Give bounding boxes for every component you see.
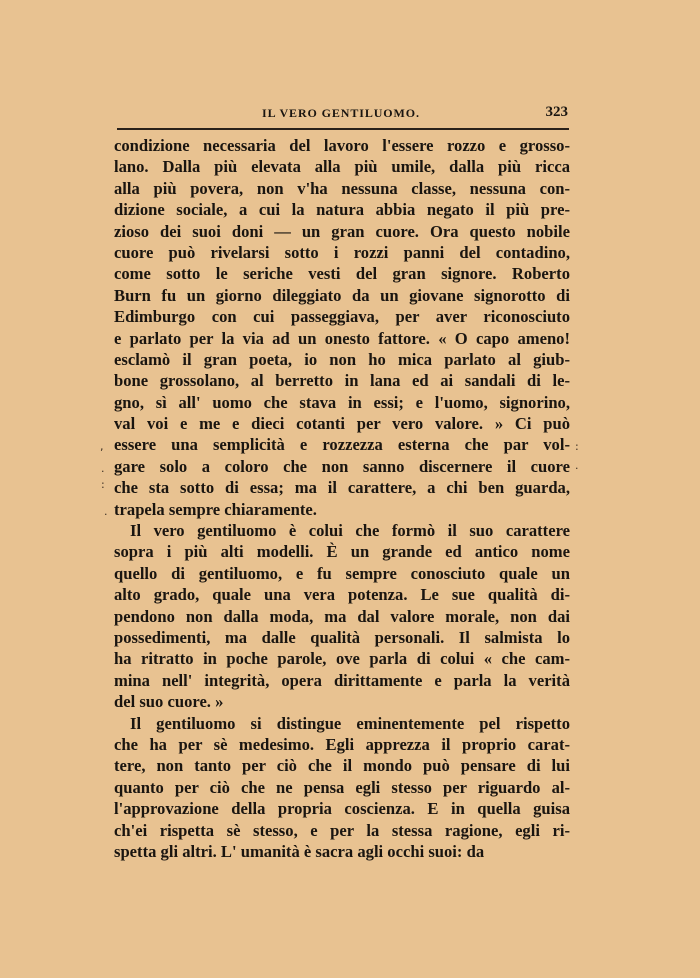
- margin-speck: ,: [100, 440, 104, 453]
- text-line: Burn fu un giorno dileggiato da un giovane signorotto di: [114, 285, 570, 305]
- text-line: val voi e me e dieci cotanti per vero valore. » Ci può: [114, 414, 570, 434]
- text-line: zioso dei suoi doni — un gran cuore. Ora questo nobile: [114, 221, 570, 241]
- text-line: che ha per sè medesimo. Egli apprezza il proprio carat-: [114, 734, 570, 754]
- text-line: quello di gentiluomo, e fu sempre conosciuto quale un: [114, 563, 570, 583]
- text-line: ha ritratto in poche parole, ove parla di colui « che cam-: [114, 649, 570, 669]
- header-rule: [117, 128, 569, 130]
- margin-speck: .: [101, 462, 105, 475]
- text-line: Il vero gentiluomo è colui che formò il suo carattere: [130, 521, 570, 541]
- text-line: trapela sempre chiaramente.: [114, 499, 317, 519]
- text-line: ch'ei rispetta sè stesso, e per la stessa ragione, egli ri-: [114, 820, 570, 840]
- text-line: gare solo a coloro che non sanno discernere il cuore: [114, 456, 570, 476]
- margin-speck: :: [575, 440, 579, 453]
- margin-speck: :: [101, 478, 105, 491]
- text-line: e parlato per la via ad un onesto fattore. « O capo ameno!: [114, 328, 570, 348]
- text-line: Il gentiluomo si distingue eminentemente pel rispetto: [130, 713, 570, 733]
- text-line: quanto per ciò che ne pensa egli stesso per riguardo al-: [114, 777, 570, 797]
- text-line: del suo cuore. »: [114, 692, 224, 712]
- text-line: condizione necessaria del lavoro l'essere rozzo e grosso-: [114, 136, 570, 155]
- text-line: sopra i più alti modelli. È un grande ed antico nome: [114, 542, 570, 562]
- text-line: tere, non tanto per ciò che il mondo può pensare di lui: [114, 756, 570, 776]
- paragraph: [114, 135, 570, 520]
- text-line: esclamò il gran poeta, io non ho mica parlato al giub-: [114, 349, 570, 369]
- text-line: come sotto le seriche vesti del gran signore. Roberto: [114, 264, 570, 284]
- text-line: l'approvazione della propria coscienza. E in quella guisa: [114, 799, 570, 819]
- margin-speck: ·: [104, 508, 108, 521]
- text-line: che sta sotto di essa; ma il carattere, a chi ben guarda,: [114, 478, 570, 498]
- text-line: alla più povera, non v'ha nessuna classe, nessuna con-: [114, 178, 570, 198]
- page-number: 323: [545, 104, 568, 120]
- text-line: dizione sociale, a cui la natura abbia negato il più pre-: [114, 200, 570, 220]
- text-line: essere una semplicità e rozzezza esterna che par vol-: [114, 435, 570, 455]
- margin-speck: ·: [575, 462, 579, 475]
- text-line: gno, sì all' uomo che stava in essi; e l'uomo, signorino,: [114, 392, 570, 412]
- text-line: spetta gli altri. L' umanità è sacra agli occhi suoi: da: [114, 841, 485, 861]
- text-line: pendono non dalla moda, ma dal valore morale, non dai: [114, 606, 570, 626]
- text-line: alto grado, quale una vera potenza. Le sue qualità di-: [114, 585, 570, 605]
- text-line: Edimburgo con cui passeggiava, per aver riconosciuto: [114, 307, 570, 327]
- running-title: IL VERO GENTILUOMO.: [262, 106, 420, 120]
- text-line: bone grossolano, al berretto in lana ed ai sandali di le-: [114, 371, 570, 391]
- paragraph: [114, 713, 570, 863]
- text-line: mina nell' integrità, opera dirittamente e parla la verità: [114, 670, 570, 690]
- text-line: lano. Dalla più elevata alla più umile, dalla più ricca: [114, 157, 570, 177]
- paragraph: [114, 520, 570, 713]
- text-line: possedimenti, ma dalle qualità personali. Il salmista lo: [114, 627, 570, 647]
- body-text: [114, 135, 570, 862]
- text-line: cuore può rivelarsi sotto i rozzi panni del contadino,: [114, 242, 570, 262]
- page-header: [115, 104, 570, 126]
